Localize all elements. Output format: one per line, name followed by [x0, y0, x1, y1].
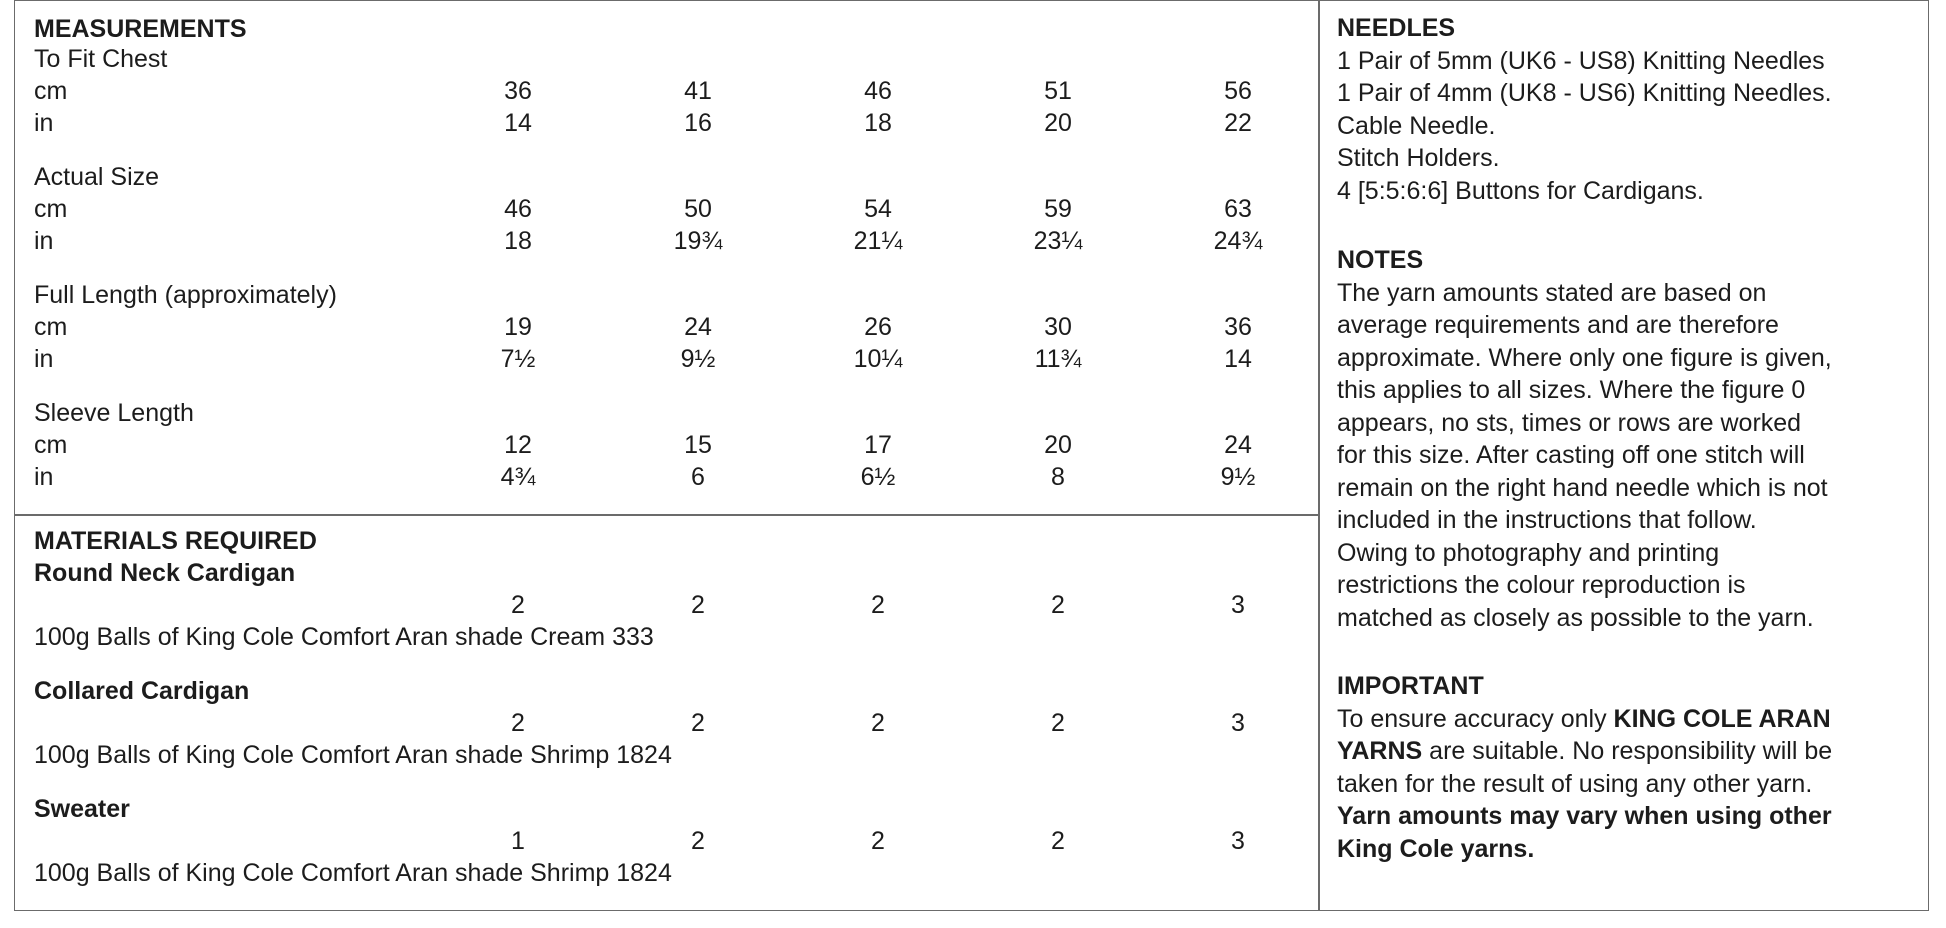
- notes-line: approximate. Where only one figure is given,: [1337, 343, 1832, 372]
- material-quantity: 2: [871, 827, 885, 855]
- measurement-value: 4¾: [500, 463, 536, 491]
- measurement-value: 56: [1224, 77, 1252, 105]
- notes-text: [1337, 277, 1917, 635]
- important-line-1: [1337, 703, 1917, 736]
- measurement-value: 24¾: [1213, 227, 1263, 255]
- measurement-value: 54: [864, 195, 892, 223]
- measurement-value: 46: [504, 195, 532, 223]
- measurement-label: To Fit Chest: [34, 45, 168, 73]
- needles-list: [1337, 45, 1917, 208]
- needles-item: 4 [5:5:6:6] Buttons for Cardigans.: [1337, 176, 1704, 205]
- measurement-value: 14: [1224, 345, 1252, 373]
- measurement-value: 41: [684, 77, 712, 105]
- needles-item: Cable Needle.: [1337, 111, 1496, 140]
- unit-label: cm: [34, 77, 68, 105]
- important-line-5: King Cole yarns.: [1337, 834, 1535, 863]
- notes-line: for this size. After casting off one stitch will: [1337, 441, 1805, 469]
- material-quantity: 2: [1051, 591, 1065, 619]
- measurement-value: 26: [864, 313, 892, 341]
- measurement-value: 21¼: [853, 227, 903, 255]
- material-title: Collared Cardigan: [34, 677, 250, 705]
- material-quantity: 3: [1231, 591, 1245, 619]
- material-title: Round Neck Cardigan: [34, 559, 296, 587]
- material-description: 100g Balls of King Cole Comfort Aran shade Shrimp 1824: [34, 859, 672, 887]
- measurement-value: 17: [864, 431, 892, 459]
- measurement-value: 24: [684, 313, 712, 341]
- measurement-value: 16: [684, 109, 712, 137]
- material-quantity: 2: [691, 709, 705, 737]
- notes-line: matched as closely as possible to the yarn.: [1337, 603, 1814, 632]
- needles-item: 1 Pair of 5mm (UK6 - US8) Knitting Needles: [1337, 46, 1825, 75]
- measurement-value: 8: [1051, 463, 1065, 491]
- unit-label: cm: [34, 431, 68, 459]
- measurement-label: Actual Size: [34, 163, 160, 191]
- measurement-value: 10¼: [853, 345, 903, 373]
- notes-line: Owing to photography and printing: [1337, 538, 1720, 567]
- measurement-label: Sleeve Length: [34, 399, 194, 427]
- material-quantity: 2: [1051, 827, 1065, 855]
- needles-heading: NEEDLES: [1337, 14, 1456, 42]
- measurement-value: 6: [691, 463, 705, 491]
- measurement-value: 22: [1224, 109, 1252, 137]
- measurement-value: 23¼: [1033, 227, 1083, 255]
- measurement-value: 59: [1044, 195, 1072, 223]
- measurement-value: 50: [684, 195, 712, 223]
- unit-label: cm: [34, 195, 68, 223]
- measurement-value: 36: [504, 77, 532, 105]
- measurement-value: 36: [1224, 313, 1252, 341]
- measurement-value: 63: [1224, 195, 1252, 223]
- measurement-value: 19: [504, 313, 532, 341]
- material-quantity: 2: [511, 709, 525, 737]
- materials-heading: MATERIALS REQUIRED: [34, 527, 317, 555]
- notes-heading: NOTES: [1337, 246, 1424, 274]
- material-description: 100g Balls of King Cole Comfort Aran shade Cream 333: [34, 623, 654, 651]
- important-brand-2: YARNS: [1337, 737, 1423, 765]
- material-quantity: 3: [1231, 709, 1245, 737]
- notes-line: included in the instructions that follow.: [1337, 506, 1757, 534]
- measurement-value: 18: [504, 227, 532, 255]
- notes-line: remain on the right hand needle which is not: [1337, 473, 1828, 502]
- material-quantity: 2: [691, 827, 705, 855]
- measurement-value: 20: [1044, 109, 1072, 137]
- unit-label: cm: [34, 313, 68, 341]
- measurement-value: 11¾: [1034, 345, 1082, 373]
- section-divider: [14, 514, 1319, 516]
- important-line-4: Yarn amounts may vary when using other: [1337, 802, 1832, 830]
- important-brand: KING COLE ARAN: [1613, 704, 1831, 733]
- unit-label: in: [34, 345, 54, 373]
- notes-line: restrictions the colour reproduction is: [1337, 571, 1746, 599]
- important-text: To ensure accuracy only: [1337, 704, 1614, 733]
- material-title: Sweater: [34, 795, 130, 823]
- notes-line: The yarn amounts stated are based on: [1337, 278, 1767, 307]
- measurement-value: 46: [864, 77, 892, 105]
- important-line-2: [1337, 735, 1917, 768]
- measurements-heading: MEASUREMENTS: [34, 15, 247, 43]
- important-heading: IMPORTANT: [1337, 672, 1484, 700]
- notes-line: average requirements and are therefore: [1337, 311, 1779, 339]
- measurement-value: 9½: [1220, 463, 1256, 491]
- measurement-value: 15: [684, 431, 712, 459]
- material-quantity: 2: [511, 591, 525, 619]
- notes-line: this applies to all sizes. Where the figure 0: [1337, 376, 1806, 404]
- measurement-value: 14: [504, 109, 532, 137]
- material-quantity: 2: [871, 709, 885, 737]
- measurement-value: 18: [864, 109, 892, 137]
- material-quantity: 2: [691, 591, 705, 619]
- important-line-3: taken for the result of using any other yarn.: [1337, 769, 1813, 798]
- measurement-value: 19¾: [673, 227, 723, 255]
- measurement-value: 20: [1044, 431, 1072, 459]
- needles-section: [1337, 12, 1917, 207]
- measurement-value: 24: [1224, 431, 1252, 459]
- measurement-value: 51: [1044, 77, 1072, 105]
- material-quantity: 1: [511, 827, 525, 855]
- needles-item: Stitch Holders.: [1337, 144, 1500, 172]
- measurement-value: 7½: [500, 345, 536, 373]
- unit-label: in: [34, 109, 54, 137]
- measurement-value: 12: [504, 431, 532, 459]
- notes-section: [1337, 244, 1917, 634]
- material-description: 100g Balls of King Cole Comfort Aran shade Shrimp 1824: [34, 741, 672, 769]
- measurement-value: 30: [1044, 313, 1072, 341]
- column-divider: [1318, 0, 1320, 911]
- measurement-value: 6½: [860, 463, 896, 491]
- notes-line: appears, no sts, times or rows are worked: [1337, 408, 1802, 437]
- material-quantity: 2: [871, 591, 885, 619]
- unit-label: in: [34, 463, 54, 491]
- measurement-value: 9½: [680, 345, 716, 373]
- material-quantity: 3: [1231, 827, 1245, 855]
- important-text-2: are suitable. No responsibility will be: [1422, 737, 1833, 765]
- important-section: [1337, 670, 1917, 865]
- material-quantity: 2: [1051, 709, 1065, 737]
- unit-label: in: [34, 227, 54, 255]
- measurement-label: Full Length (approximately): [34, 281, 337, 309]
- needles-item: 1 Pair of 4mm (UK8 - US6) Knitting Needles.: [1337, 79, 1832, 107]
